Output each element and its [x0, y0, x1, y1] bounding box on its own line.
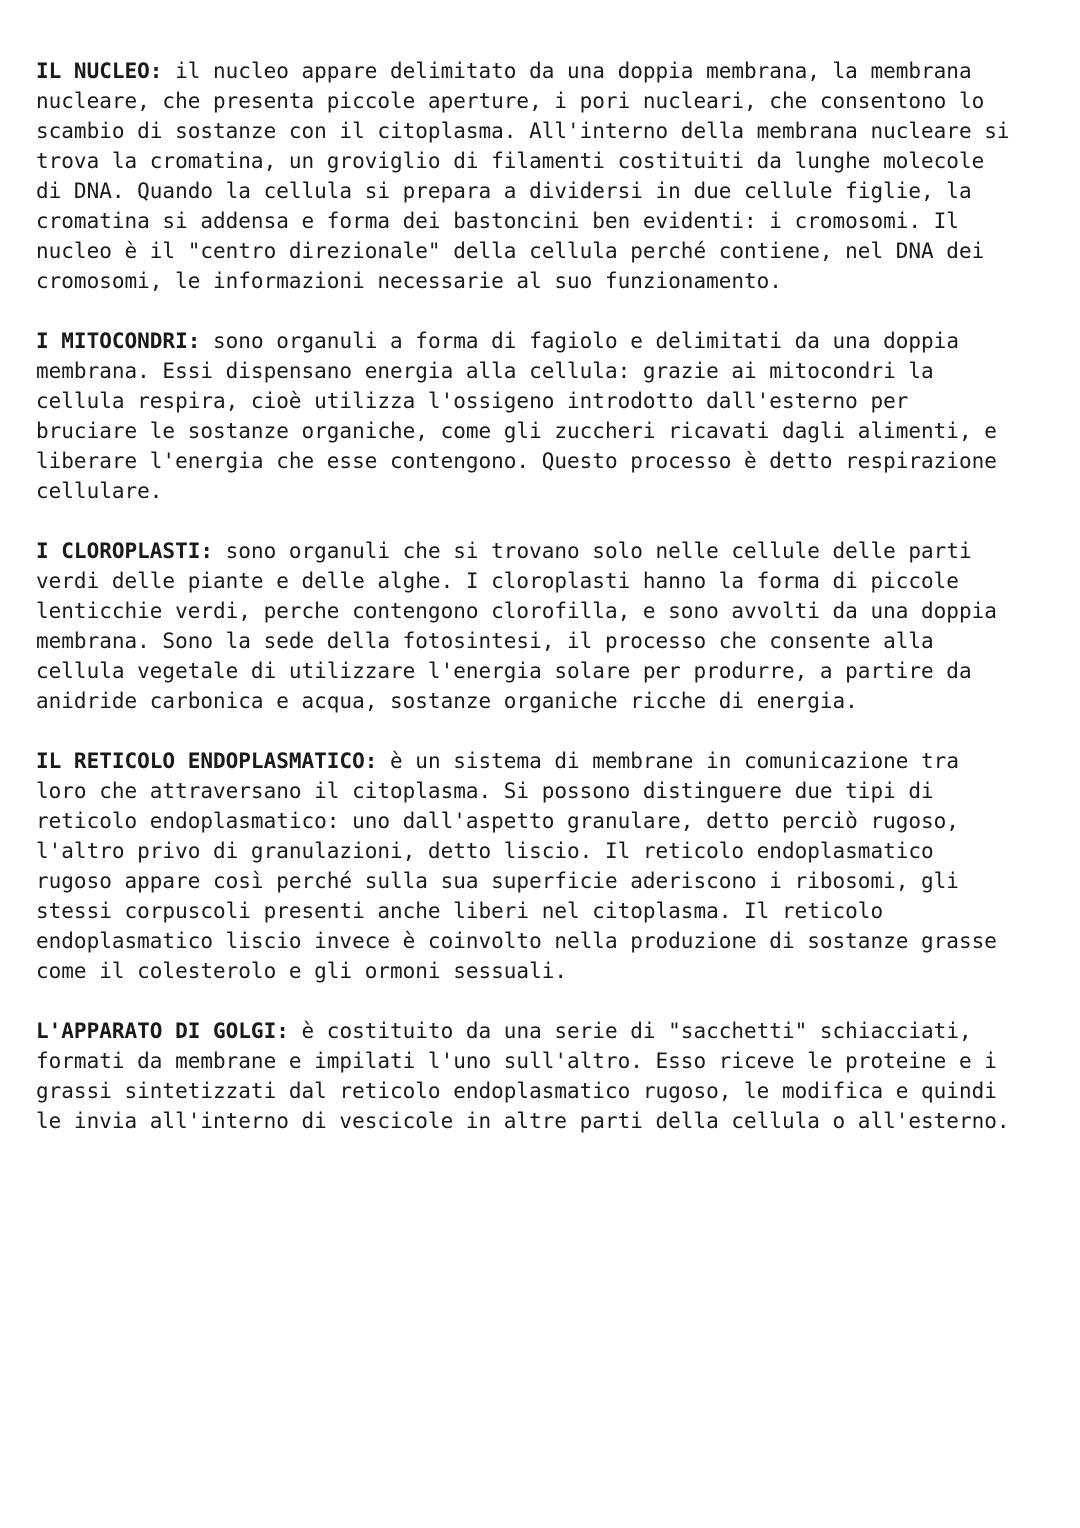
section-heading: L'APPARATO DI GOLGI:: [36, 1019, 289, 1043]
section-cloroplasti: [36, 536, 1056, 716]
section-heading: I MITOCONDRI:: [36, 329, 201, 353]
section-reticolo-endoplasmatico: [36, 746, 1056, 986]
section-heading: I CLOROPLASTI:: [36, 539, 214, 563]
section-heading: IL NUCLEO:: [36, 59, 163, 83]
section-mitocondri: [36, 326, 1056, 506]
document-page: [36, 56, 1056, 1166]
section-apparato-di-golgi: [36, 1016, 1056, 1136]
section-heading: IL RETICOLO ENDOPLASMATICO:: [36, 749, 378, 773]
section-nucleo: [36, 56, 1056, 296]
section-body: sono organuli a forma di fagiolo e delimitati da una doppia membrana. Essi dispensano energia alla cellula: grazie ai mitocondri la cellula respira, cioè utilizza l'ossigeno introdotto dall'esterno per bruciare le sostanze organiche, come gli zuccheri ricavati dagli alimenti, e liberare l'energia che esse contengono. Questo processo è detto respirazione cellulare.: [36, 329, 997, 503]
section-body: il nucleo appare delimitato da una doppia membrana, la membrana nucleare, che presenta piccole aperture, i pori nucleari, che consentono lo scambio di sostanze con il citoplasma. All'interno della membrana nucleare si trova la cromatina, un groviglio di filamenti costituiti da lunghe molecole di DNA. Quando la cellula si prepara a dividersi in due cellule figlie, la cromatina si addensa e forma dei bastoncini ben evidenti: i cromosomi. Il nucleo è il "centro direzionale" della cellula perché contiene, nel DNA dei cromosomi, le informazioni necessarie al suo funzionamento.: [36, 59, 1010, 293]
section-body: è costituito da una serie di "sacchetti" schiacciati, formati da membrane e impilati l'uno sull'altro. Esso riceve le proteine e i grassi sintetizzati dal reticolo endoplasmatico rugoso, le modifica e quindi le invia all'interno di vescicole in altre parti della cellula o all'esterno.: [36, 1019, 1010, 1133]
section-body: è un sistema di membrane in comunicazione tra loro che attraversano il citoplasma. Si possono distinguere due tipi di reticolo endoplasmatico: uno dall'aspetto granulare, detto perciò rugoso, l'altro privo di granulazioni, detto liscio. Il reticolo endoplasmatico rugoso appare così perché sulla sua superficie aderiscono i ribosomi, gli stessi corpuscoli presenti anche liberi nel citoplasma. Il reticolo endoplasmatico liscio invece è coinvolto nella produzione di sostanze grasse come il colesterolo e gli ormoni sessuali.: [36, 749, 997, 983]
section-body: sono organuli che si trovano solo nelle cellule delle parti verdi delle piante e delle alghe. I cloroplasti hanno la forma di piccole lenticchie verdi, perche contengono clorofilla, e sono avvolti da una doppia membrana. Sono la sede della fotosintesi, il processo che consente alla cellula vegetale di utilizzare l'energia solare per produrre, a partire da anidride carbonica e acqua, sostanze organiche ricche di energia.: [36, 539, 997, 713]
